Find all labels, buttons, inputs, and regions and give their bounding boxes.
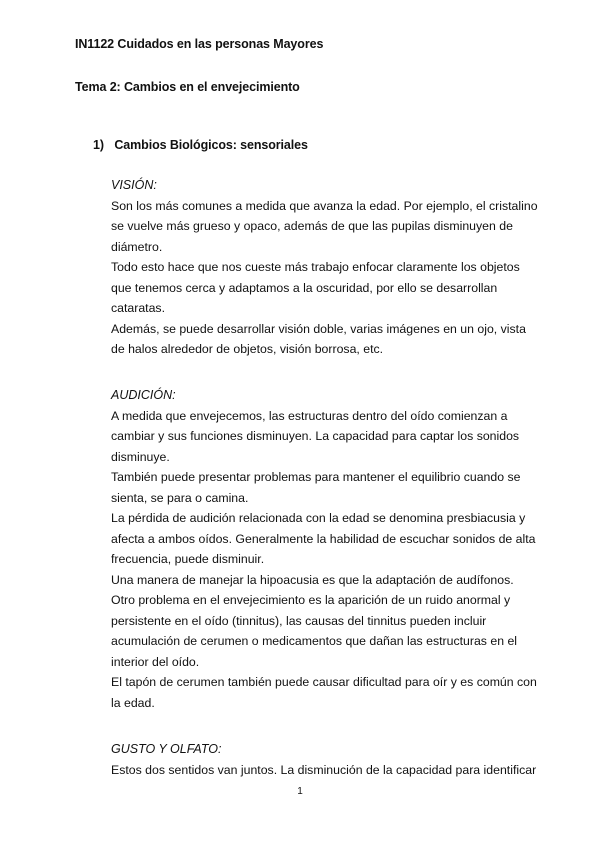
section-number: 1) [93, 138, 104, 152]
paragraph-line: cambiar y sus funciones disminuyen. La capacidad para captar los sonidos [111, 429, 520, 443]
paragraph-line: la edad. [111, 695, 155, 710]
audicion-block [111, 385, 541, 713]
course-title: IN1122 Cuidados en las personas Mayores [75, 37, 324, 51]
section-heading-text: Cambios Biológicos: sensoriales [114, 138, 308, 152]
topic-title: Tema 2: Cambios en el envejecimiento [75, 80, 300, 94]
paragraph-line: A medida que envejecemos, las estructuras dentro del oído comienzan a [111, 408, 508, 423]
paragraph-line: afecta a ambos oídos. Generalmente la habilidad de escuchar sonidos de alta [111, 531, 536, 546]
gusto-olfato-label: GUSTO Y OLFATO: [111, 742, 222, 756]
paragraph-line: se vuelve más grueso y opaco, además de que las pupilas disminuyen de [111, 219, 513, 233]
paragraph-line: Además, se puede desarrollar visión doble, varias imágenes en un ojo, vista [111, 321, 526, 336]
paragraph-line: El tapón de cerumen también puede causar dificultad para oír y es común con [111, 675, 537, 689]
paragraph-line: frecuencia, puede disminuir. [111, 552, 265, 566]
paragraph-line: persistente en el oído (tinnitus), las causas del tinnitus pueden incluir [111, 613, 487, 628]
paragraph-line: Otro problema en el envejecimiento es la aparición de un ruido anormal y [111, 593, 511, 607]
paragraph-line: sienta, se para o camina. [111, 490, 249, 505]
paragraph-line: disminuye. [111, 449, 170, 464]
gusto-olfato-block [111, 739, 541, 780]
paragraph-line: Estos dos sentidos van juntos. La disminución de la capacidad para identificar [111, 762, 537, 777]
paragraph-line: También puede presentar problemas para mantener el equilibrio cuando se [111, 470, 521, 484]
paragraph-line: Son los más comunes a medida que avanza la edad. Por ejemplo, el cristalino [111, 198, 538, 213]
paragraph-line: interior del oído. [111, 654, 200, 669]
vision-block [111, 175, 541, 360]
paragraph-line: cataratas. [111, 301, 165, 315]
paragraph-line: Todo esto hace que nos cueste más trabajo enfocar claramente los objetos [111, 260, 520, 274]
page-number: 1 [297, 786, 303, 797]
section-heading [93, 138, 308, 152]
paragraph-line: diámetro. [111, 239, 163, 254]
vision-label: VISIÓN: [111, 178, 157, 192]
paragraph-line: que tenemos cerca y adaptamos a la oscuridad, por ello se desarrollan [111, 280, 498, 295]
paragraph-line: Una manera de manejar la hipoacusia es que la adaptación de audífonos. [111, 572, 514, 587]
paragraph-line: de halos alrededor de objetos, visión borrosa, etc. [111, 342, 384, 356]
paragraph-line: La pérdida de audición relacionada con la edad se denomina presbiacusia y [111, 511, 526, 525]
audicion-label: AUDICIÓN: [111, 388, 176, 402]
paragraph-line: acumulación de cerumen o medicamentos que dañan las estructuras en el [111, 634, 518, 648]
